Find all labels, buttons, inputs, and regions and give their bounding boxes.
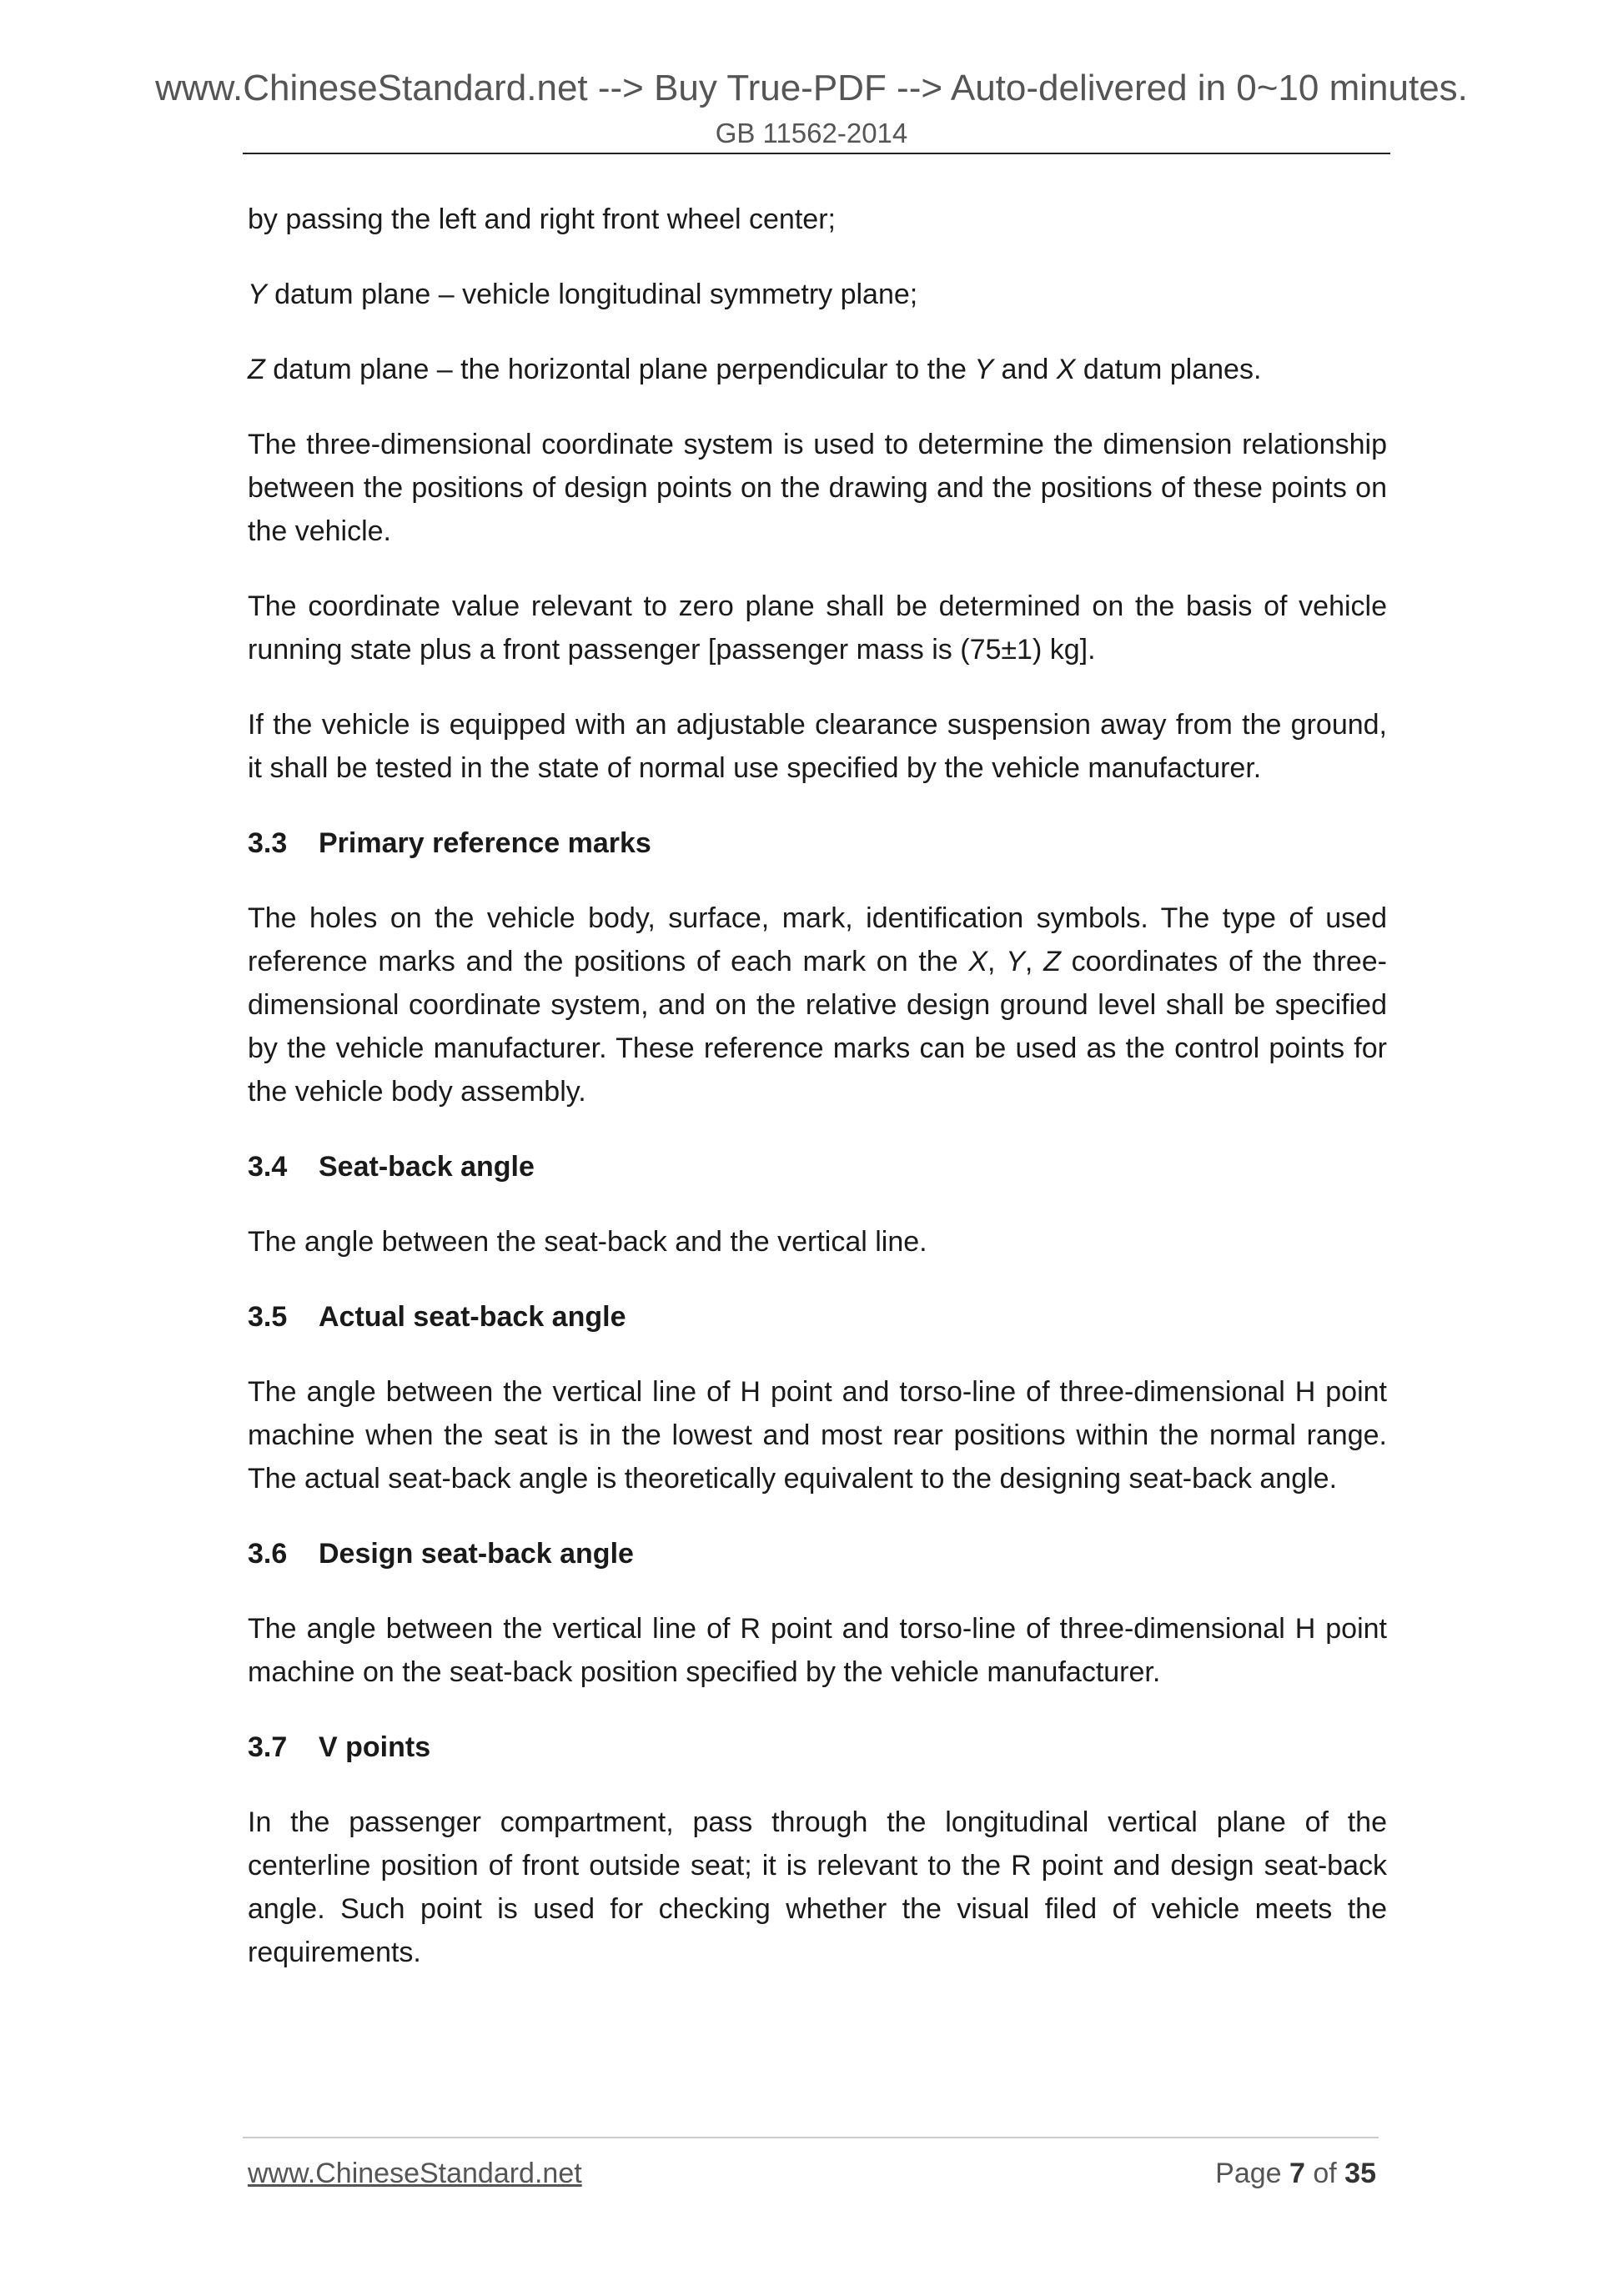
z-axis-letter: Z <box>248 354 265 385</box>
paragraph-v-points: In the passenger compartment, pass through the longitudinal vertical plane of the centerline position of front outside seat; it is relevant to the R point and design seat-back angle. Such point is used for checking whether the visual filed of vehicle meets the requirements. <box>248 1806 1387 1968</box>
z-datum-end-text: datum planes. <box>1075 354 1262 385</box>
x-axis-letter: X <box>968 946 988 977</box>
footer-website-link[interactable]: www.ChineseStandard.net <box>248 2158 582 2189</box>
paragraph-coordinate-system: The three-dimensional coordinate system is used to determine the dimension relationship between the positions of design points on the drawing and the positions of these points on the vehicle. <box>248 429 1387 547</box>
section-title: V points <box>319 1731 431 1763</box>
header-divider <box>243 153 1390 154</box>
y-axis-letter: Y <box>974 354 994 385</box>
reference-marks-text-a: The holes on the vehicle body, surface, mark, identification symbols. The type of used reference marks and the positions of each mark on the <box>248 902 1387 977</box>
paragraph-zero-plane: The coordinate value relevant to zero plane shall be determined on the basis of vehicle running state plus a front passenger [passenger mass is (75±1) kg]. <box>248 590 1387 666</box>
reference-marks-text-b: coordinates of the three-dimensional coordinate system, and on the relative design ground level shall be specified by the vehicle manufacturer. These reference marks can be used as the control points for the vehicle body assembly. <box>248 946 1387 1108</box>
paragraph-design-seat-back-angle: The angle between the vertical line of R point and torso-line of three-dimensional H point machine on the seat-back position specified by the vehicle manufacturer. <box>248 1613 1387 1688</box>
paragraph-adjustable-suspension: If the vehicle is equipped with an adjustable clearance suspension away from the ground, it shall be tested in the state of normal use specified by the vehicle manufacturer. <box>248 709 1387 784</box>
page-header <box>0 65 1623 152</box>
section-heading-3-5 <box>248 1295 1387 1339</box>
conjunction-text: and <box>993 354 1057 385</box>
separator-text: , <box>987 946 1007 977</box>
section-number: 3.5 <box>248 1301 288 1333</box>
section-number: 3.6 <box>248 1538 288 1570</box>
section-heading-3-6 <box>248 1532 1387 1575</box>
z-axis-letter: Z <box>1043 946 1061 977</box>
section-heading-3-4 <box>248 1145 1387 1188</box>
paragraph-reference-marks <box>248 897 1387 1113</box>
section-title: Seat-back angle <box>319 1151 535 1183</box>
paragraph-x-datum-continuation: by passing the left and right front wheel center; <box>248 203 836 235</box>
section-number: 3.7 <box>248 1731 288 1763</box>
section-title: Primary reference marks <box>319 827 651 859</box>
document-body <box>248 198 1387 2006</box>
separator-text: , <box>1024 946 1044 977</box>
paragraph-actual-seat-back-angle: The angle between the vertical line of H point and torso-line of three-dimensional H point machine when the seat is in the lowest and most rear positions within the normal range. The actual seat-back angle is theoretically equivalent to the designing seat-back angle. <box>248 1376 1387 1495</box>
section-number: 3.4 <box>248 1151 288 1183</box>
page-of-label: of <box>1304 2158 1345 2189</box>
page-label: Page <box>1215 2158 1289 2189</box>
header-banner: www.ChineseStandard.net --> Buy True-PDF --> Auto-delivered in 0~10 minutes. <box>155 68 1468 108</box>
paragraph-y-datum-plane <box>248 273 1387 316</box>
y-axis-letter: Y <box>248 279 267 310</box>
paragraph-z-datum-plane <box>248 348 1387 391</box>
footer-divider <box>243 2137 1379 2138</box>
x-axis-letter: X <box>1056 354 1076 385</box>
section-heading-3-3 <box>248 821 1387 865</box>
y-axis-letter: Y <box>1006 946 1025 977</box>
section-heading-3-7 <box>248 1726 1387 1769</box>
paragraph-seat-back-angle: The angle between the seat-back and the vertical line. <box>248 1226 927 1258</box>
section-number: 3.3 <box>248 827 288 859</box>
standard-number: GB 11562-2014 <box>715 118 908 148</box>
z-datum-text: datum plane – the horizontal plane perpendicular to the <box>264 354 975 385</box>
section-title: Actual seat-back angle <box>319 1301 626 1333</box>
total-page-count: 35 <box>1344 2158 1376 2189</box>
section-title: Design seat-back angle <box>319 1538 634 1570</box>
current-page-number: 7 <box>1289 2158 1305 2189</box>
y-datum-text: datum plane – vehicle longitudinal symmetry plane; <box>266 279 918 310</box>
page-number-indicator <box>1215 2154 1376 2193</box>
